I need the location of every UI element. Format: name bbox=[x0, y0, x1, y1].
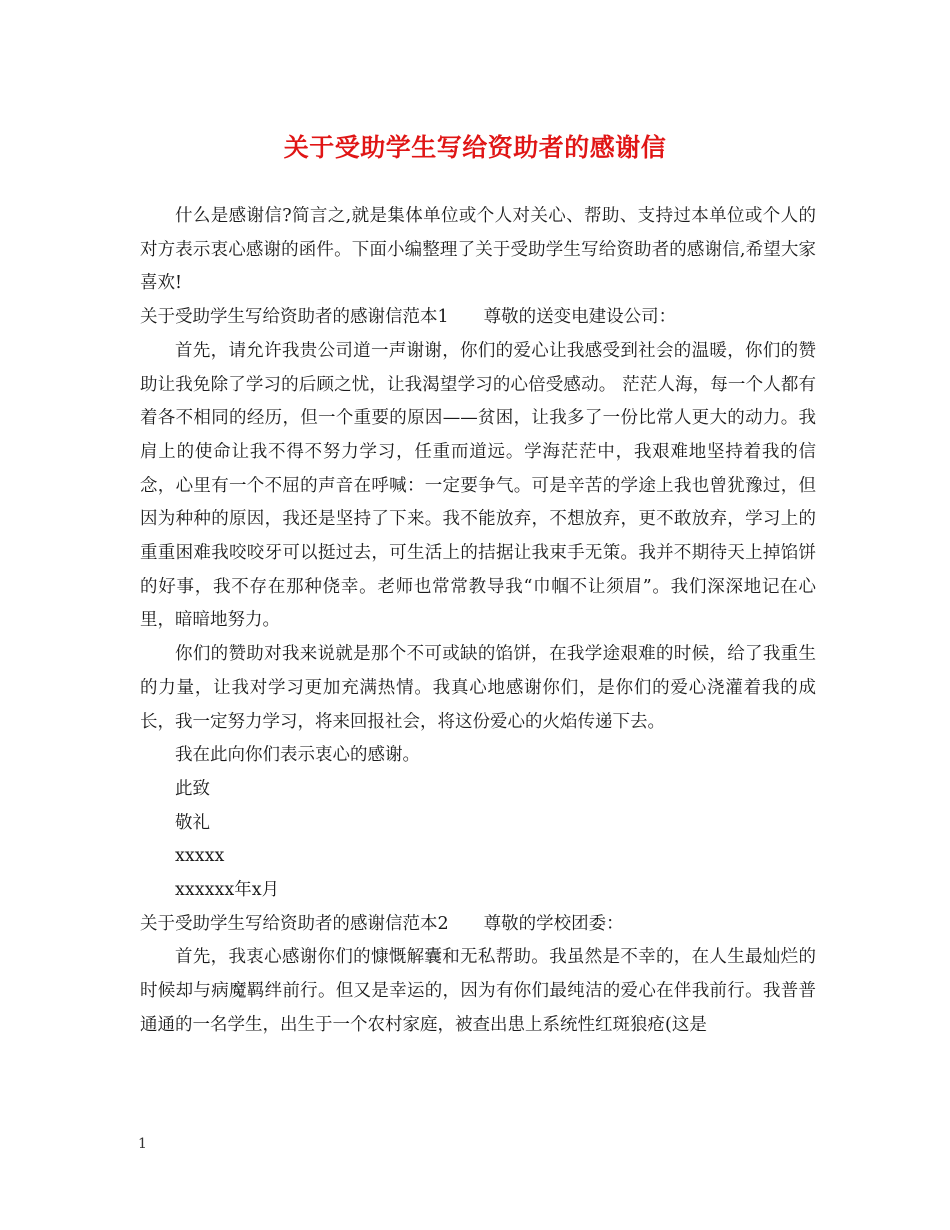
intro-paragraph: 什么是感谢信?简言之,就是集体单位或个人对关心、帮助、支持过本单位或个人的对方表示衷心感谢的函件。下面小编整理了关于受助学生写给资助者的感谢信,希望大家喜欢! bbox=[140, 206, 816, 294]
document-body bbox=[140, 200, 816, 1043]
sample1-paragraph-1: 首先，请允许我贵公司道一声谢谢，你们的爱心让我感受到社会的温暖，你们的赞助让我免除了学习的后顾之忧，让我渴望学习的心倍受感动。 茫茫人海，每一个人都有着各不相同的经历，但一个重要的原因——贫困，让我多了一份比常人更大的动力。我肩上的使命让我不得不努力学习，任重而道远。学海茫茫中，我艰难地坚持着我的信念，心里有一个不屈的声音在呼喊：一定要争气。可是辛苦的学途上我也曾犹豫过，但因为种种的原因，我还是坚持了下来。我不能放弃，不想放弃，更不敢放弃，学习上的重重困难我咬咬牙可以挺过去，可生活上的拮据让我束手无策。我并不期待天上掉馅饼的好事，我不存在那种侥幸。老师也常常教导我“巾帼不让须眉”。我们深深地记在心里，暗暗地努力。 bbox=[140, 340, 816, 631]
sample1-paragraph-2: 你们的赞助对我来说就是那个不可或缺的馅饼，在我学途艰难的时候，给了我重生的力量，让我对学习更加充满热情。我真心地感谢你们，是你们的爱心浇灌着我的成长，我一定努力学习，将来回报社会，将这份爱心的火焰传递下去。 bbox=[140, 644, 816, 732]
sample2-heading: 关于受助学生写给资助者的感谢信范本2 尊敬的学校团委： bbox=[140, 913, 624, 934]
closing-jingli: 敬礼 bbox=[175, 812, 210, 833]
sample1-paragraph-3: 我在此向你们表示衷心的感谢。 bbox=[175, 745, 420, 766]
page-number: 1 bbox=[138, 1136, 147, 1152]
document-title: 关于受助学生写给资助者的感谢信 bbox=[283, 133, 667, 162]
closing-cizhi: 此致 bbox=[175, 778, 210, 799]
sample1-heading: 关于受助学生写给资助者的感谢信范本1 尊敬的送变电建设公司： bbox=[140, 307, 677, 328]
signature: xxxxx bbox=[175, 846, 225, 867]
sample2-paragraph-1: 首先，我衷心感谢你们的慷慨解囊和无私帮助。我虽然是不幸的，在人生最灿烂的时候却与病魔羁绊前行。但又是幸运的，因为有你们最纯洁的爱心在伴我前行。我普普通通的一名学生，出生于一个农村家庭，被查出患上系统性红斑狼疮(这是 bbox=[140, 947, 816, 1035]
letter-date: xxxxxx年x月 bbox=[175, 880, 280, 901]
